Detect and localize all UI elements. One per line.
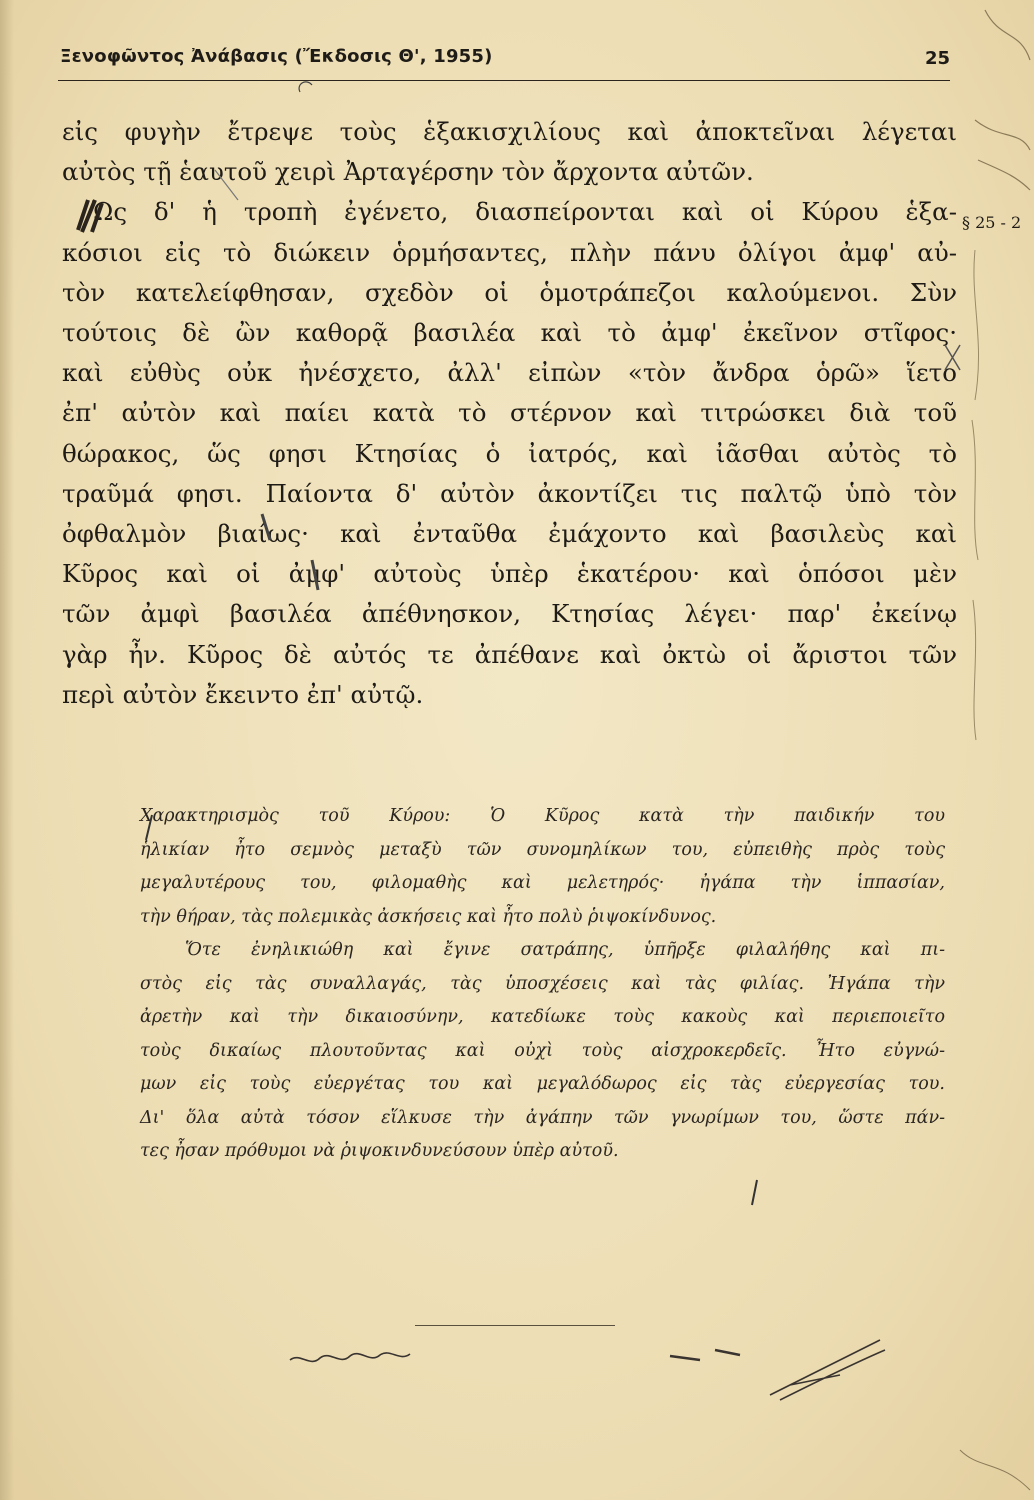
character-note [140, 800, 945, 1169]
page-edge-shadow [0, 0, 14, 1500]
pen-flourish-mark [290, 1353, 410, 1361]
pen-circle-mark [299, 82, 312, 92]
text-line: αὐτὸς τῇ ἑαυτοῦ χειρὶ Ἀρταγέρσην τὸν ἄρχοντα αὐτῶν. [62, 157, 754, 187]
pen-dash-mark [670, 1350, 740, 1360]
text-line: κόσιοι εἰς τὸ διώκειν ὁρμήσαντες, πλὴν πάνυ ὀλίγοι ἀμφ' αὐ- [62, 237, 957, 267]
text-line: τῶν ἀμφὶ βασιλέα ἀπέθνησκον, Κτησίας λέγει· παρ' ἐκείνῳ [62, 599, 957, 629]
note-line: Ὅτε ἐνηλικιώθη καὶ ἔγινε σατράπης, ὑπῆρξε φιλαλήθης καὶ πι- [185, 940, 945, 960]
main-text [62, 112, 957, 715]
header-rule [58, 80, 950, 81]
section-reference: § 25 - 2 [962, 213, 1022, 232]
note-line: Δι' ὅλα αὐτὰ τόσον εἵλκυσε τὴν ἀγάπην τῶν γνωρίμων του, ὥστε πάν- [140, 1107, 945, 1128]
text-line: περὶ αὐτὸν ἔκειντο ἐπ' αὐτῷ. [62, 679, 424, 709]
note-line: ἀρετὴν καὶ τὴν δικαιοσύνην, κατεδίωκε τοὺς κακοὺς καὶ περιεποιεῖτο [140, 1007, 945, 1027]
text-line: Ὡς δ' ἡ τροπὴ ἐγένετο, διασπείρονται καὶ οἱ Κύρου ἑξα- [92, 197, 957, 227]
note-line: τες ἦσαν πρόθυμοι νὰ ῥιψοκινδυνεύσουν ὑπὲρ αὐτοῦ. [140, 1141, 619, 1161]
margin-scribble [972, 250, 979, 740]
text-line: τούτοις δὲ ὢν καθορᾷ βασιλέα καὶ τὸ ἀμφ' ἐκεῖνον στῖφος· [62, 318, 957, 348]
header-title: Ξενοφῶντος Ἀνάβασις (Ἔκδοσις Θ', 1955) [60, 46, 493, 67]
text-line: ἐπ' αὐτὸν καὶ παίει κατὰ τὸ στέρνον καὶ τιτρώσκει διὰ τοῦ [62, 398, 957, 428]
text-line: Κῦρος καὶ οἱ ἀμφ' αὐτοὺς ὑπὲρ ἑκατέρου· καὶ ὁπόσοι μὲν [62, 559, 957, 589]
text-line: ὀφθαλμὸν βιαίως· καὶ ἐνταῦθα ἐμάχοντο καὶ βασιλεὺς καὶ [62, 519, 957, 549]
text-line: τραῦμά φησι. Παίοντα δ' αὐτὸν ἀκοντίζει τις παλτῷ ὑπὸ τὸν [62, 478, 957, 508]
text-line: καὶ εὐθὺς οὐκ ἠνέσχετο, ἀλλ' εἰπὼν «τὸν ἄνδρα ὁρῶ» ἵετο [62, 358, 957, 388]
text-line: εἰς φυγὴν ἔτρεψε τοὺς ἑξακισχιλίους καὶ ἀποκτεῖναι λέγεται [62, 117, 957, 146]
text-line: θώρακος, ὥς φησι Κτησίας ὁ ἰατρός, καὶ ἰᾶσθαι αὐτὸς τὸ [62, 438, 957, 468]
pen-signature-mark [770, 1340, 885, 1400]
separator-rule [415, 1325, 615, 1326]
text-line: τὸν κατελείφθησαν, σχεδὸν οἱ ὁμοτράπεζοι καλούμενοι. Σὺν [62, 277, 957, 307]
margin-scribble [975, 10, 1030, 190]
note-line: τὴν θήραν, τὰς πολεμικὰς ἀσκήσεις καὶ ἦτο πολὺ ῥιψοκίνδυνος. [140, 906, 717, 927]
running-header [60, 44, 960, 78]
page-number: 25 [924, 48, 950, 69]
note-line: τοὺς δικαίως πλουτοῦντας καὶ οὐχὶ τοὺς αἰσχροκερδεῖς. Ἦτο εὐγνώ- [140, 1040, 945, 1061]
note-line: στὸς εἰς τὰς συναλλαγάς, τὰς ὑποσχέσεις καὶ τὰς φιλίας. Ἠγάπα τὴν [140, 973, 945, 994]
note-line: μεγαλυτέρους του, φιλομαθὴς καὶ μελετηρός· ἠγάπα τὴν ἱππασίαν, [140, 873, 945, 893]
text-line: γὰρ ἦν. Κῦρος δὲ αὐτός τε ἀπέθανε καὶ ὀκτὼ οἱ ἄριστοι τῶν [62, 639, 957, 669]
note-line: μων εἰς τοὺς εὐεργέτας του καὶ μεγαλόδωρος εἰς τὰς εὐεργεσίας του. [140, 1074, 945, 1094]
margin-scribble [960, 1450, 1030, 1490]
note-line: ἡλικίαν ἦτο σεμνὸς μεταξὺ τῶν συνομηλίκων του, εὐπειθὴς πρὸς τοὺς [140, 839, 945, 860]
note-line: Χαρακτηρισμὸς τοῦ Κύρου: Ὁ Κῦρος κατὰ τὴν παιδικήν του [140, 806, 945, 826]
